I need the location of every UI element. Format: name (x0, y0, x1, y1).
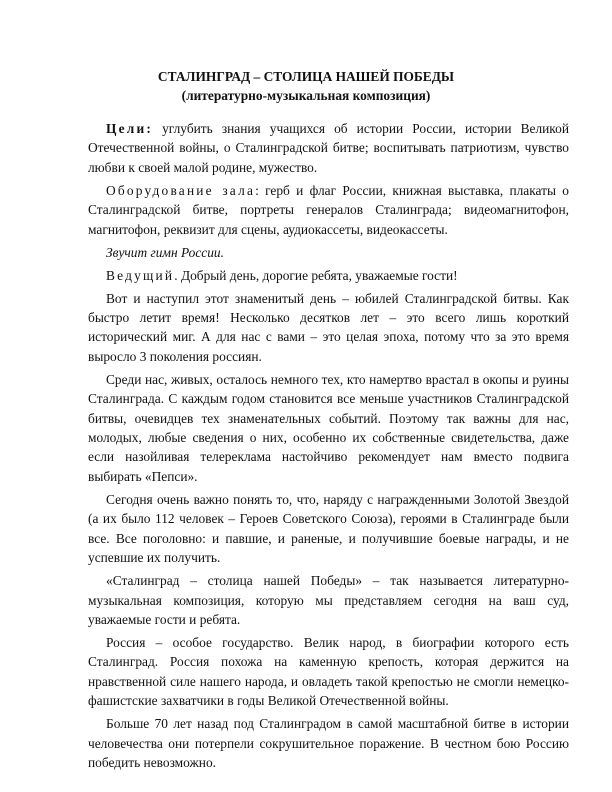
paragraph-veterans: Среди нас, живых, осталось немного тех, кто намертво врастал в окопы и руины Сталинграда. С каждым годом становится все меньше участников Сталинградской битвы, очевидцев тех знаменательных событий. Поэтому так важны для нас, молодых, любые сведения о них, особенно их собственные свидетельства, даже если назойливая телереклама настойчиво рекомендует нам вместо подвига выбирать «Пепси». (88, 371, 569, 484)
goals-label: Цели: (106, 121, 154, 136)
document-body (88, 119, 569, 776)
host-label: Ведущий (106, 267, 175, 283)
document-subtitle: (литературно-музыкальная композиция) (181, 88, 431, 103)
equipment-text: : герб и флаг России, книжная выставка, плакаты о Сталинградской битве, портреты генералов Сталинграда; видеомагнитофон, магнитофон, реквизит для сцены, аудиокассеты, видеокассеты. (88, 182, 569, 237)
document-header (0, 68, 612, 104)
stage-direction-anthem: Звучит гимн России. (106, 244, 224, 260)
equipment-label: Оборудование зала (106, 182, 256, 198)
goals-text: углубить знания учащихся об истории России, истории Великой Отечественной войны, о Сталинградской битве; воспитывать патриотизм, чувство любви к своей малой родине, мужество. (88, 121, 569, 175)
paragraph-heroes: Сегодня очень важно понять то, что, наряду с награжденными Золотой Звездой (а их было 112 человек – Героев Советского Союза), героями в Сталинграде были все. Все поголовно: и павшие, и раненые, и получившие боевые награды, и не успевшие их получить. (88, 491, 569, 566)
host-greeting-text: . Добрый день, дорогие ребята, уважаемые гости! (174, 267, 458, 283)
paragraph-composition: «Сталинград – столица нашей Победы» – так называется литературно-музыкальная композиция, которую мы представляем сегодня на ваш суд, уважаемые гости и ребята. (88, 573, 569, 627)
paragraph-russia: Россия – особое государство. Велик народ, в биографии которого есть Сталинград. Россия похожа на каменную крепость, которая держится на нравственной силе нашего народа, и овладеть такой крепостью не смогли немецко-фашистские захватчики в годы Великой Отечественной войны. (88, 634, 569, 709)
paragraph-anniversary: Вот и наступил этот знаменитый день – юбилей Сталинградской битвы. Как быстро летит время! Несколько десятков лет – это всего лишь короткий исторический миг. А для нас с вами – это целая эпоха, потому что за это время выросло 3 поколения россиян. (88, 290, 569, 364)
document-title: СТАЛИНГРАД – СТОЛИЦА НАШЕЙ ПОБЕДЫ (157, 69, 455, 84)
paragraph-equipment (88, 181, 569, 239)
paragraph-host-greeting (88, 266, 569, 285)
paragraph-defeat: Больше 70 лет назад под Сталинградом в самой масштабной битве в истории человечества они потерпели сокрушительное поражение. В честном бою Россию победить невозможно. (88, 716, 569, 770)
paragraph-goals (88, 119, 569, 177)
